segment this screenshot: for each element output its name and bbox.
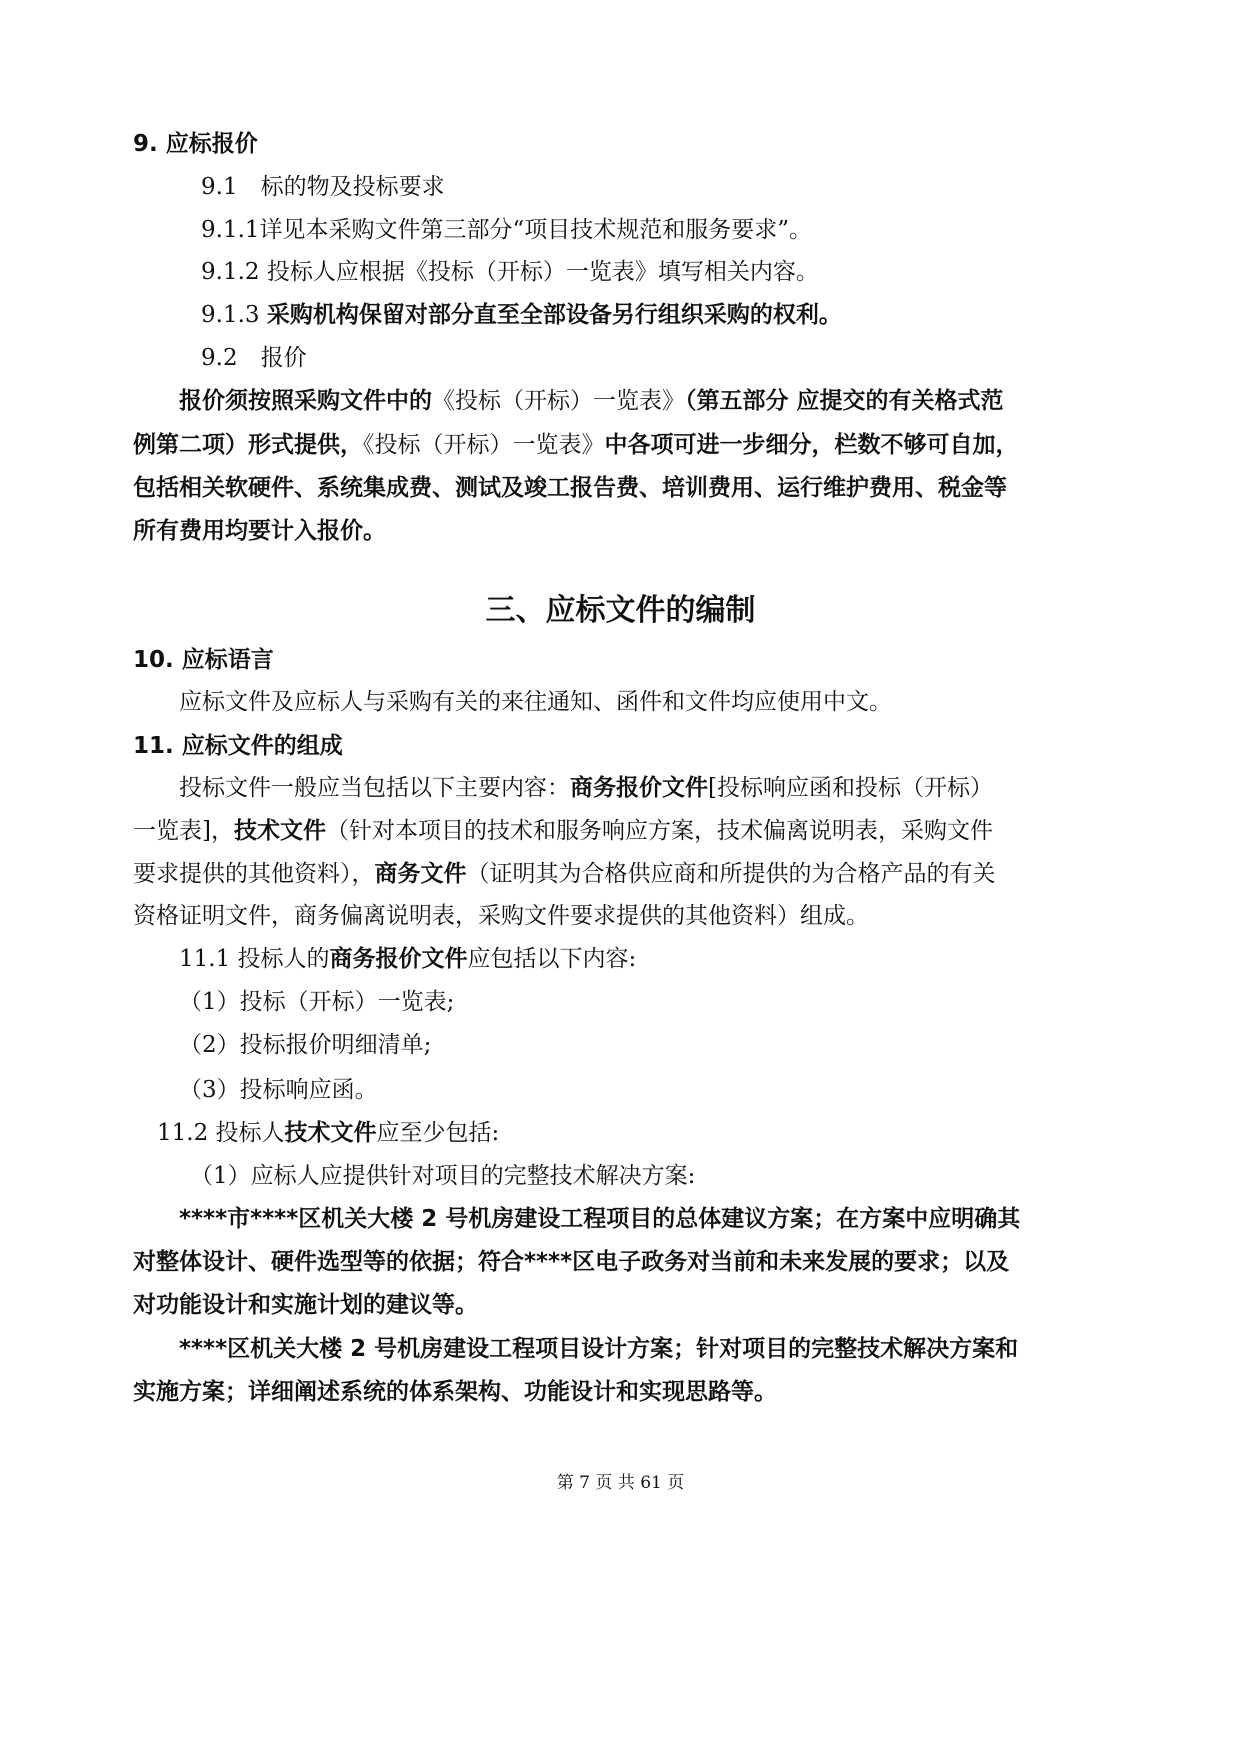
composition-text: （针对本项目的技术和服务响应方案，技术偏离说明表，采购文件 xyxy=(325,818,993,844)
technical-doc-label: 技术文件 xyxy=(284,1120,377,1146)
bold-paragraph-2-line-1: ****区机关大楼 2 号机房建设工程项目设计方案；针对项目的完整技术解决方案和 xyxy=(179,1336,1019,1362)
page-number-footer: 第 7 页 共 61 页 xyxy=(556,1473,685,1493)
clause-9-1-2: 9.1.2 投标人应根据《投标（开标）一览表》填写相关内容。 xyxy=(201,259,819,285)
section-11-heading: 11. 应标文件的组成 xyxy=(133,733,343,759)
price-text: 例第二项）形式提供， xyxy=(133,432,363,458)
composition-text: 一览表]， xyxy=(133,818,234,844)
price-text: 报价须按照采购文件中的 xyxy=(179,388,432,414)
bold-paragraph-1-line-2: 对整体设计、硬件选型等的依据；符合****区电子政务对当前和未来发展的要求；以及 xyxy=(133,1249,1010,1275)
section-10-heading: 10. 应标语言 xyxy=(133,647,274,673)
clause-11-2-item-1: （1）应标人应提供针对项目的完整技术解决方案: xyxy=(190,1163,696,1189)
section-title: 三、应标文件的编制 xyxy=(485,593,756,628)
list-item-1: （1）投标（开标）一览表; xyxy=(179,989,455,1015)
clause-text: 11.1 投标人的 xyxy=(179,946,330,972)
composition-line-3 xyxy=(133,863,996,886)
bold-paragraph-1-line-3: 对功能设计和实施计划的建议等。 xyxy=(133,1292,478,1318)
clause-9-1: 9.1 标的物及投标要求 xyxy=(201,174,445,200)
clause-11-1 xyxy=(179,948,636,971)
clause-text: 应包括以下内容: xyxy=(467,946,637,972)
price-form-ref: 《投标（开标）一览表》 xyxy=(432,388,685,414)
price-text: 中各项可进一步细分，栏数不够可自加， xyxy=(604,432,1019,458)
composition-line-2 xyxy=(133,820,993,843)
price-paragraph-line-4: 所有费用均要计入报价。 xyxy=(133,518,386,544)
list-item-3: （3）投标响应函。 xyxy=(179,1077,378,1103)
price-paragraph-line-1 xyxy=(179,390,1004,413)
price-paragraph-line-2 xyxy=(133,434,1019,457)
bold-paragraph-1-line-1: ****市****区机关大楼 2 号机房建设工程项目的总体建议方案；在方案中应明确其 xyxy=(179,1206,1021,1232)
price-form-ref: 《投标（开标）一览表》 xyxy=(363,432,605,458)
clause-9-2: 9.2 报价 xyxy=(201,345,307,371)
clause-11-2 xyxy=(157,1122,499,1145)
clause-text: 11.2 投标人 xyxy=(157,1120,285,1146)
commercial-price-doc-label: 商务报价文件 xyxy=(570,775,708,801)
composition-text: （证明其为合格供应商和所提供的为合格产品的有关 xyxy=(466,861,996,887)
clause-9-1-3-text: 采购机构保留对部分直至全部设备另行组织采购的权利。 xyxy=(266,302,842,328)
commercial-doc-label: 商务文件 xyxy=(374,861,467,887)
composition-text: [投标响应函和投标（开标） xyxy=(708,775,993,801)
clause-9-1-3 xyxy=(201,304,842,327)
price-paragraph-line-3: 包括相关软硬件、系统集成费、测试及竣工报告费、培训费用、运行维护费用、税金等 xyxy=(133,475,1007,501)
technical-doc-label: 技术文件 xyxy=(233,818,326,844)
clause-9-1-1: 9.1.1详见本采购文件第三部分“项目技术规范和服务要求”。 xyxy=(201,217,813,243)
composition-line-4: 资格证明文件，商务偏离说明表，采购文件要求提供的其他资料）组成。 xyxy=(133,903,869,929)
bold-paragraph-2-line-2: 实施方案；详细阐述系统的体系架构、功能设计和实现思路等。 xyxy=(133,1379,777,1405)
composition-text: 要求提供的其他资料）， xyxy=(133,861,375,887)
composition-line-1 xyxy=(179,777,993,800)
price-text: （第五部分 应提交的有关格式范 xyxy=(685,388,1004,414)
list-item-2: （2）投标报价明细清单; xyxy=(179,1032,432,1058)
section-9-heading: 9. 应标报价 xyxy=(133,131,258,157)
commercial-price-doc-label: 商务报价文件 xyxy=(329,946,468,972)
composition-text: 投标文件一般应当包括以下主要内容： xyxy=(179,775,570,801)
section-10-text: 应标文件及应标人与采购有关的来往通知、函件和文件均应使用中文。 xyxy=(179,689,892,715)
clause-9-1-3-number: 9.1.3 xyxy=(201,302,267,328)
clause-text: 应至少包括: xyxy=(376,1120,500,1146)
